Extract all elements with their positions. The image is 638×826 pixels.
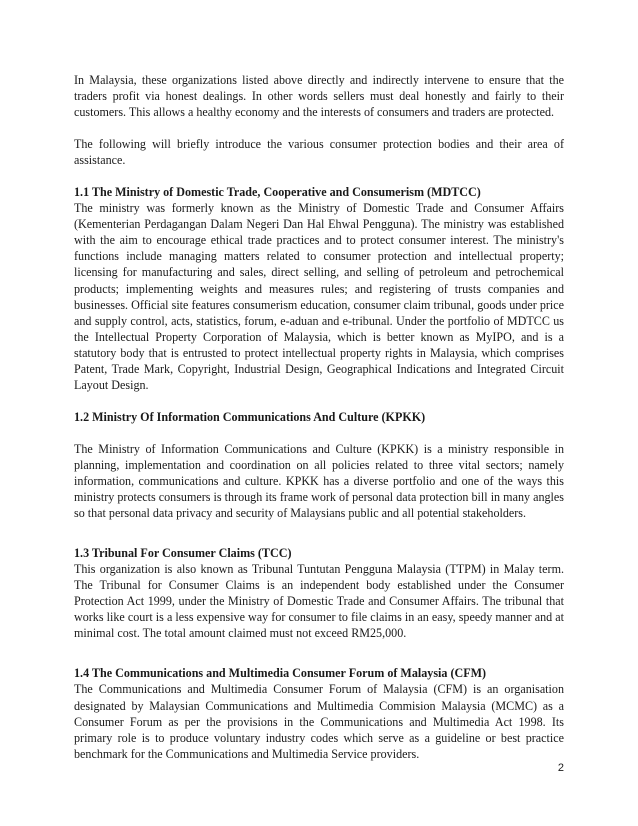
- section-heading: 1.1 The Ministry of Domestic Trade, Cooperative and Consumerism (MDTCC): [74, 185, 481, 200]
- intro-paragraph: The following will briefly introduce the various consumer protection bodies and their area of assistance.: [74, 137, 564, 168]
- section-heading: 1.3 Tribunal For Consumer Claims (TCC): [74, 546, 292, 561]
- section-body: The Ministry of Information Communications and Culture (KPKK) is a ministry responsible in planning, implementation and coordination on all policies related to three vital sectors; namely information, communications and culture. KPKK has a diverse portfolio and one of the ways this ministry protects consumers is through its frame work of personal data protection bill in many angles so that personal data privacy and security of Malaysians public and all potential stakeholders.: [74, 441, 564, 521]
- section-body: The ministry was formerly known as the Ministry of Domestic Trade and Consumer Affairs (Kementerian Perdagangan Dalam Negeri Dan Hal Ehwal Pengguna). The ministry was established with the aim to encourage ethical trade practices and to protect consumer interest. The ministry's functions include managing matters related to consumer protection and intellectual property; licensing for manufacturing and sales, direct selling, and selling of petroleum and petrochemical products; implementing weights and measures rules; and registering of trusts companies and businesses. Official site features consumerism education, consumer claim tribunal, goods under price and supply control, acts, statistics, forum, e-aduan and e-tribunal. Under the portfolio of MDTCC us the Intellectual Property Corporation of Malaysia, which is better known as MyIPO, and is a statutory body that is entrusted to protect intellectual property rights in Malaysia, which comprises Patent, Trade Mark, Copyright, Industrial Design, Geographical Indications and Integrated Circuit Layout Design.: [74, 201, 564, 392]
- page-content: [74, 72, 564, 762]
- section-heading: 1.2 Ministry Of Information Communications And Culture (KPKK): [74, 409, 426, 424]
- intro-paragraph: In Malaysia, these organizations listed above directly and indirectly intervene to ensure that the traders profit via honest dealings. In other words sellers must deal honestly and fairly to their customers. This allows a healthy economy and the interests of consumers and traders are protected.: [74, 73, 564, 120]
- section-heading: 1.4 The Communications and Multimedia Consumer Forum of Malaysia (CFM): [74, 666, 487, 681]
- section-body: The Communications and Multimedia Consumer Forum of Malaysia (CFM) is an organisation designated by Malaysian Communications and Multimedia Commision Malaysia (MCMC) as a Consumer Forum as per the provisions in the Communications and Multimedia Act 1998. Its primary role is to produce voluntary industry codes which serve as a guideline or best practice benchmark for the Communications and Multimedia Service providers.: [74, 682, 564, 761]
- page-number: 2: [557, 762, 564, 774]
- section-body: This organization is also known as Tribunal Tuntutan Pengguna Malaysia (TTPM) in Malay term. The Tribunal for Consumer Claims is an independent body established under the Consumer Protection Act 1999, under the Ministry of Domestic Trade and Consumer Affairs. The tribunal that works like court is a less expensive way for consumer to file claims in an easy, speedy manner and at minimal cost. The total amount claimed must not exceed RM25,000.: [74, 562, 564, 641]
